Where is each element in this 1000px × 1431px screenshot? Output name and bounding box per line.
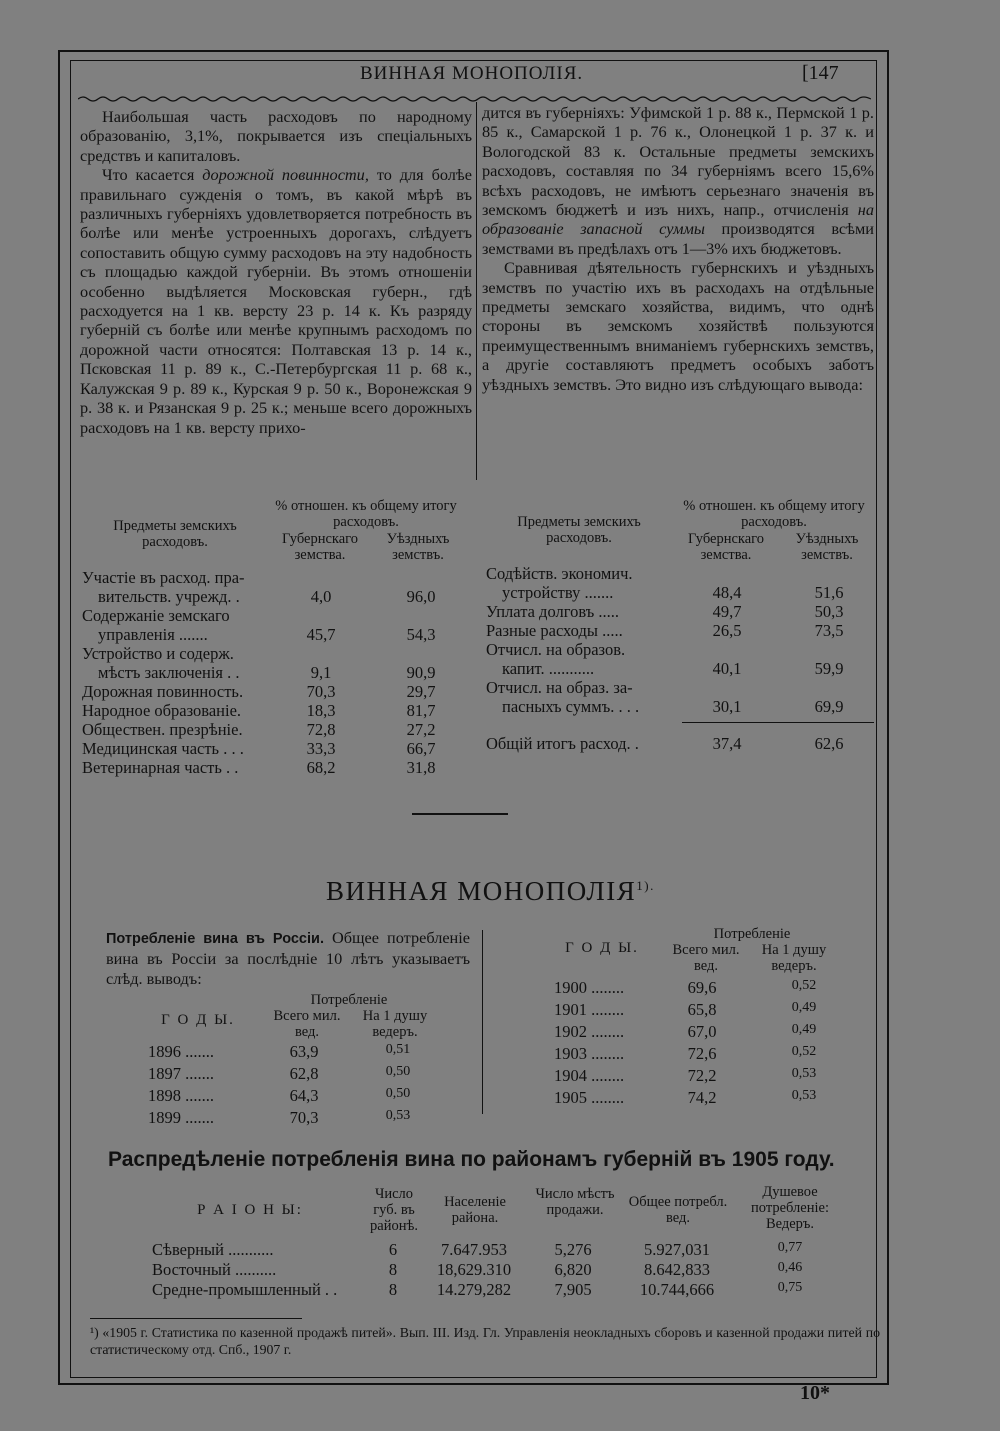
value-gub: 4,0 <box>310 587 332 606</box>
total-cell: 8.642,833 <box>644 1260 710 1279</box>
places-cell: 5,276 <box>554 1240 592 1259</box>
total-cell: 70,3 <box>289 1108 319 1127</box>
consumption-table-right <box>552 926 882 1116</box>
distribution-table <box>150 1184 870 1304</box>
col-header-count: Число губ. въ районѣ. <box>370 1186 418 1234</box>
column-divider <box>476 102 477 480</box>
row-label-line1: Отчисл. на образ. за- <box>486 678 633 697</box>
running-title: ВИННАЯ МОНОПОЛІЯ. <box>360 63 584 84</box>
col-header-per-capita: На 1 душу ведеръ. <box>761 942 827 974</box>
total-cell: 65,8 <box>687 1000 717 1019</box>
col-header-percent: % отношен. къ общему итогу расходовъ. <box>683 498 865 530</box>
total-cell: 10.744,666 <box>639 1280 715 1299</box>
total-cell: 72,6 <box>687 1044 717 1063</box>
col-header-gub: Губернскаго земства. <box>687 531 765 563</box>
consumption-divider <box>482 930 483 1114</box>
left-text-column <box>80 107 472 437</box>
value-gub: 72,8 <box>306 720 336 739</box>
section-separator <box>412 813 508 815</box>
total-cell: 63,9 <box>289 1042 319 1061</box>
value-uezd: 50,3 <box>814 602 844 621</box>
row-label: Уплата долговъ ..... <box>486 602 619 621</box>
col-header-consumption: Потребленіе <box>310 992 388 1008</box>
population-cell: 18,629.310 <box>436 1260 512 1279</box>
total-cell: 72,2 <box>687 1066 717 1085</box>
year-cell: 1896 ....... <box>148 1042 214 1061</box>
col-header-population: Населеніе района. <box>444 1194 506 1226</box>
population-cell: 14.279,282 <box>436 1280 512 1299</box>
value-uezd: 59,9 <box>814 659 844 678</box>
total-label: Общій итогъ расход. . <box>486 734 639 753</box>
per-capita-cell: 0,52 <box>791 978 817 993</box>
right-text-column <box>482 103 874 394</box>
row-label: мѣстъ заключенія . . <box>98 663 240 682</box>
year-cell: 1897 ....... <box>148 1064 214 1083</box>
paragraph: Сравнивая дѣятельность губернскихъ и уѣздныхъ земствъ по участію ихъ въ расходахъ на отдѣльные предметы земскаго хозяйства, видимъ, что однѣ стороны въ земскомъ хозяйствѣ пользуются преимущественнымъ вниманіемъ губернскихъ земствъ, а другіе составляютъ предметъ особыхъ заботъ уѣздныхъ земствъ. Это видно изъ слѣдующаго вывода: <box>482 258 874 394</box>
row-label: Народное образованіе. <box>82 701 242 720</box>
value-uezd: 31,8 <box>406 758 436 777</box>
distribution-title: Распредѣленіе потребленія вина по районамъ губерній въ 1905 году. <box>108 1148 835 1171</box>
per-capita-cell: 0,49 <box>791 1022 817 1037</box>
year-cell: 1905 ........ <box>554 1088 625 1107</box>
region-name: Средне-промышленный . . <box>152 1280 338 1299</box>
row-label-line1: Участіе въ расход. пра- <box>82 568 245 587</box>
row-label: устройству ....... <box>502 583 614 602</box>
total-cell: 67,0 <box>687 1022 717 1041</box>
value-gub: 45,7 <box>306 625 336 644</box>
signature-mark: 10* <box>800 1382 830 1404</box>
value-gub: 18,3 <box>306 701 336 720</box>
year-cell: 1902 ........ <box>554 1022 625 1041</box>
per-capita-cell: 0,52 <box>791 1044 817 1059</box>
col-header-percent: % отношен. къ общему итогу расходовъ. <box>275 498 457 530</box>
paragraph: Наибольшая часть расходовъ по народному образованію, 3,1%, покрывается изъ спеціальныхъ средствъ и капиталовъ. <box>80 107 472 165</box>
row-label: капит. ........... <box>502 659 595 678</box>
per-capita-cell: 0,53 <box>385 1108 411 1123</box>
per-capita-cell: 0,77 <box>777 1240 803 1255</box>
value-gub: 49,7 <box>712 602 742 621</box>
total-cell: 62,8 <box>289 1064 319 1083</box>
row-label-line1: Отчисл. на образов. <box>486 640 626 659</box>
wavy-rule <box>78 95 871 103</box>
total-gub: 37,4 <box>712 734 742 753</box>
row-label-line1: Устройство и содерж. <box>82 644 234 663</box>
row-label: Обществен. презрѣніе. <box>82 720 243 739</box>
count-cell: 8 <box>388 1260 398 1279</box>
col-header-items: Предметы земскихъ расходовъ. <box>113 518 237 550</box>
value-uezd: 54,3 <box>406 625 436 644</box>
row-label: вительств. учрежд. . <box>98 587 240 606</box>
col-header-uezd: Уѣздныхъ земствъ. <box>795 531 859 563</box>
per-capita-cell: 0,50 <box>385 1064 411 1079</box>
col-header-items: Предметы земскихъ расходовъ. <box>517 514 641 546</box>
value-gub: 30,1 <box>712 697 742 716</box>
per-capita-cell: 0,50 <box>385 1086 411 1101</box>
value-gub: 9,1 <box>310 663 332 682</box>
value-uezd: 81,7 <box>406 701 436 720</box>
section-title: ВИННАЯ $МОНОПОЛІЯ^{1).}$ <box>326 876 655 906</box>
value-gub: 70,3 <box>306 682 336 701</box>
value-uezd: 27,2 <box>406 720 436 739</box>
row-label: Медицинская часть . . . <box>82 739 244 758</box>
row-label-line1: Содержаніе земскаго <box>82 606 230 625</box>
value-gub: 68,2 <box>306 758 336 777</box>
footnote: ¹) «1905 г. Статистика по казенной продажѣ питей». Вып. III. Изд. Гл. Управленія неокладныхъ сборовъ и казенной продажи питей по статистическому отд. Спб., 1907 г. <box>90 1325 880 1357</box>
row-label: Разные расходы ..... <box>486 621 623 640</box>
value-uezd: 73,5 <box>814 621 844 640</box>
total-cell: 5.927,031 <box>644 1240 710 1259</box>
col-header-places: Число мѣстъ продажи. <box>535 1186 615 1218</box>
col-header-region: Р А І О Н Ы: <box>197 1202 303 1218</box>
year-cell: 1901 ........ <box>554 1000 625 1019</box>
col-header-uezd: Уѣздныхъ земствъ. <box>386 531 450 563</box>
total-uezd: 62,6 <box>814 734 844 753</box>
total-cell: 74,2 <box>687 1088 717 1107</box>
region-name: Восточный .......... <box>152 1260 277 1279</box>
count-cell: 6 <box>388 1240 398 1259</box>
row-label: пасныхъ суммъ. . . . <box>502 697 640 716</box>
expense-table-right <box>484 498 878 758</box>
places-cell: 7,905 <box>554 1280 592 1299</box>
col-header-consumption: Потребленіе <box>713 926 791 942</box>
population-cell: 7.647.953 <box>441 1240 507 1259</box>
paragraph: дится въ губерніяхъ: Уфимской 1 р. 88 к., Пермской 1 р. 85 к., Самарской 1 р. 76 к., Олонецкой 1 р. 37 к. и Вологодской 83 к. Остальные предметы земскихъ расходовъ, составляя по 34 губерніямъ всего 15,6% всѣхъ расходовъ, не имѣютъ серьезнаго значенія въ земскомъ бюджетѣ и изъ нихъ, напр., отчисленія на образованіе запасной суммы производятся всѣми земствами въ предѣлахъ отъ 1—3% ихъ бюджетовъ. <box>482 103 874 258</box>
row-label: управленія ....... <box>98 625 208 644</box>
year-cell: 1903 ........ <box>554 1044 625 1063</box>
row-label: Дорожная повинность. <box>82 682 244 701</box>
col-header-per-capita: На 1 душу ведеръ. <box>362 1008 428 1040</box>
consumption-table-left <box>146 990 476 1127</box>
value-gub: 40,1 <box>712 659 742 678</box>
count-cell: 8 <box>388 1280 398 1299</box>
places-cell: 6,820 <box>554 1260 592 1279</box>
year-cell: 1904 ........ <box>554 1066 625 1085</box>
value-gub: 33,3 <box>306 739 336 758</box>
total-cell: 64,3 <box>289 1086 319 1105</box>
expense-table-left <box>80 498 460 778</box>
row-label: Ветеринарная часть . . <box>82 758 239 777</box>
value-uezd: 69,9 <box>814 697 844 716</box>
value-uezd: 29,7 <box>406 682 436 701</box>
per-capita-cell: 0,75 <box>777 1280 803 1295</box>
col-header-per-capita: Душевое потребленіе: Ведеръ. <box>751 1184 829 1232</box>
per-capita-cell: 0,53 <box>791 1066 817 1081</box>
row-label-line1: Содѣйств. экономич. <box>486 564 633 583</box>
paragraph: Что касается дорожной повинности, то для болѣе правильнаго сужденія о томъ, въ какой мѣрѣ въ различныхъ губерніяхъ удовлетворяется потребность въ болѣе или менѣе устроенныхъ дорогахъ, слѣдуетъ сопоставить общую сумму расходовъ на эту надобность съ площадью каждой губерніи. Въ этомъ отношеніи особенно выдѣляется Московская губерн., гдѣ расходуется на 1 кв. версту 23 р. 14 к. Къ разряду губерній съ болѣе или менѣе крупнымъ расходомъ по дорожной части относятся: Полтавская 13 р. 14 к., Псковская 11 р. 89 к., С.-Петербургская 11 р. 68 к., Калужская 9 р. 89 к., Курская 9 р. 50 к., Воронежская 9 р. 38 к. и Рязанская 9 р. 25 к.; меньше всего дорожныхъ расходовъ на 1 кв. версту прихо- <box>80 165 472 437</box>
footnote-separator <box>90 1318 302 1319</box>
total-rule <box>682 722 874 723</box>
value-uezd: 96,0 <box>406 587 436 606</box>
col-header-total: Всего мил. вед. <box>672 942 740 974</box>
total-cell: 69,6 <box>687 978 717 997</box>
year-cell: 1898 ....... <box>148 1086 214 1105</box>
per-capita-cell: 0,51 <box>385 1042 411 1057</box>
year-cell: 1900 ........ <box>554 978 625 997</box>
value-uezd: 90,9 <box>406 663 436 682</box>
consumption-intro: Потребленіе вина въ Россіи. Общее потребленіе вина въ Россіи за послѣдніе 10 лѣтъ указываетъ слѣд. выводъ: <box>106 928 471 988</box>
col-header-years: Г О Д Ы. <box>565 940 639 956</box>
region-name: Сѣверный ........... <box>152 1240 274 1259</box>
col-header-years: Г О Д Ы. <box>161 1012 235 1028</box>
value-gub: 26,5 <box>712 621 742 640</box>
page-number: [147 <box>802 62 839 84</box>
col-header-total: Всего мил. вед. <box>273 1008 341 1040</box>
per-capita-cell: 0,49 <box>791 1000 817 1015</box>
value-uezd: 66,7 <box>406 739 436 758</box>
value-gub: 48,4 <box>712 583 742 602</box>
per-capita-cell: 0,53 <box>791 1088 817 1103</box>
year-cell: 1899 ....... <box>148 1108 214 1127</box>
value-uezd: 51,6 <box>814 583 844 602</box>
col-header-total: Общее потребл. вед. <box>628 1194 728 1226</box>
col-header-gub: Губернскаго земства. <box>281 531 359 563</box>
per-capita-cell: 0,46 <box>777 1260 803 1275</box>
